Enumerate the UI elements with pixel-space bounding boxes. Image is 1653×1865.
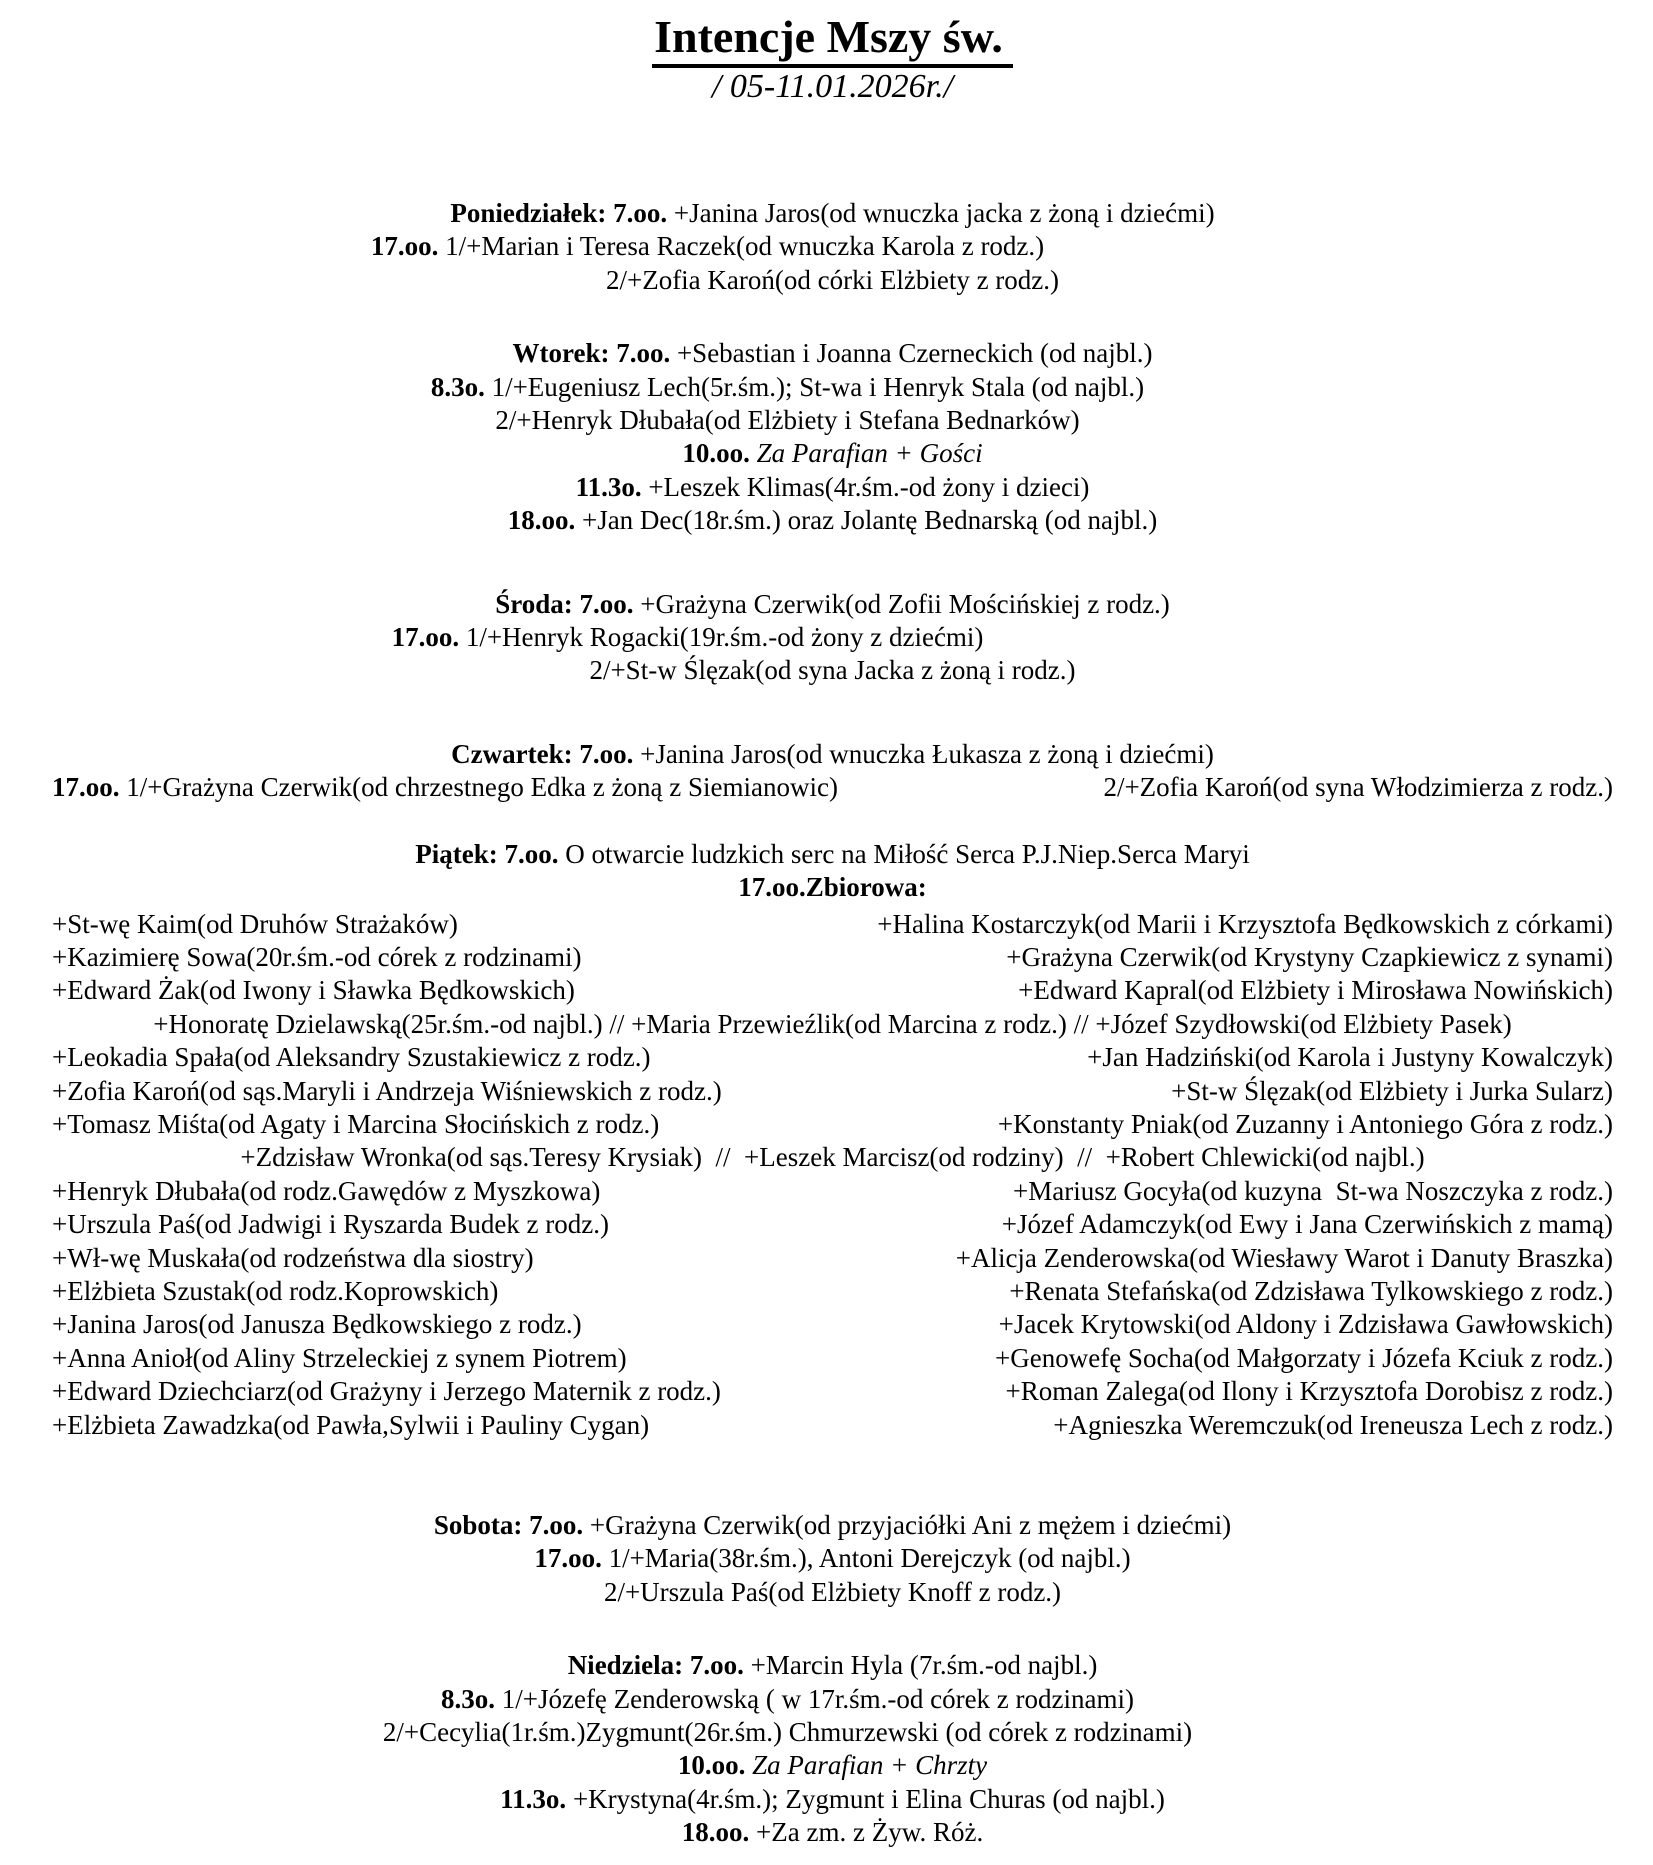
mass-intention: +Sebastian i Joanna Czerneckich (od najbl.) [670, 338, 1153, 369]
intention-right: +Grażyna Czerwik(od Krystyny Czapkiewicz z synami) [1006, 941, 1613, 972]
collective-row [52, 1375, 1613, 1408]
day-and-time-label: Poniedziałek: 7.oo. [450, 198, 668, 228]
intention-full: +Honoratę Dzielawską(25r.śm.-od najbl.) // +Maria Przewieźlik(od Marcina z rodz.) // +Józef Szydłowski(od Elżbiety Pasek) [153, 1008, 1512, 1039]
mass-time: 17.oo. [534, 1543, 602, 1574]
mass-line [52, 1649, 1613, 1682]
mass-intention: +Krystyna(4r.śm.); Zygmunt i Elina Churas (od najbl.) [566, 1783, 1165, 1814]
mass-intention: 2/+Urszula Paś(od Elżbiety Knoff z rodz.) [603, 1576, 1062, 1607]
mass-line-split [52, 771, 1613, 804]
mass-intention: 2/+Henryk Dłubała(od Elżbiety i Stefana Bednarków) [495, 405, 1080, 436]
mass-line [52, 1783, 1613, 1816]
mass-line [52, 197, 1613, 230]
mass-line [52, 437, 1613, 470]
mass-intention: 1/+Marian i Teresa Raczek(od wnuczka Karola z rodz.) [438, 231, 1045, 262]
collective-row [52, 1008, 1613, 1041]
intention-left: +Kazimierę Sowa(20r.śm.-od córek z rodzinami) [52, 941, 582, 972]
mass-intention: +Jan Dec(18r.śm.) oraz Jolantę Bednarską (od najbl.) [575, 505, 1158, 536]
mass-line [52, 838, 1613, 871]
mass-line [52, 471, 1613, 504]
intention-left: +Anna Anioł(od Aliny Strzeleckiej z synem Piotrem) [52, 1342, 627, 1373]
mass-time: 8.3o. [440, 1683, 495, 1714]
page-title-text: Intencje Mszy św. [652, 11, 1013, 68]
intention-right: +St-w Ślęzak(od Elżbiety i Jurka Sularz) [1171, 1075, 1613, 1106]
mass-intention: +Janina Jaros(od wnuczka jacka z żoną i dziećmi) [667, 198, 1215, 228]
mass-time: 11.3o. [500, 1783, 567, 1814]
mass-intention: +Leszek Klimas(4r.śm.-od żony i dzieci) [641, 471, 1090, 502]
mass-line [52, 504, 1613, 537]
mass-intention: 1/+Maria(38r.śm.), Antoni Derejczyk (od najbl.) [601, 1543, 1131, 1574]
intention-left: +Elżbieta Zawadzka(od Pawła,Sylwii i Pauliny Cygan) [52, 1409, 650, 1440]
mass-time: 18.oo. [681, 1817, 750, 1848]
mass-intention-right: 2/+Zofia Karoń(od syna Włodzimierza z rodz.) [1103, 772, 1613, 803]
day-and-time-label: Niedziela: 7.oo. [567, 1650, 744, 1681]
intention-right: +Alicja Zenderowska(od Wiesławy Warot i Danuty Braszka) [955, 1242, 1613, 1273]
collective-row [52, 1275, 1613, 1308]
collective-row [52, 1342, 1613, 1375]
mass-time: 10.oo. [682, 438, 750, 469]
mass-line [0, 621, 1468, 654]
mass-time: 10.oo. [677, 1750, 746, 1781]
day-and-time-label: Sobota: 7.oo. [433, 1510, 584, 1540]
mass-time: 17.oo. [52, 772, 120, 803]
mass-line [52, 1816, 1613, 1849]
day-and-time-label: Piątek: 7.oo. [415, 838, 559, 869]
day-block-piatek [52, 838, 1613, 1442]
intention-right: +Renata Stefańska(od Zdzisława Tylkowskiego z rodz.) [1009, 1275, 1613, 1306]
mass-intention: 1/+Henryk Rogacki(19r.śm.-od żony z dziećmi) [459, 622, 984, 653]
mass-intention: +Marcin Hyla (7r.śm.-od najbl.) [743, 1650, 1098, 1681]
collective-row [52, 1208, 1613, 1241]
mass-line [7, 371, 1568, 404]
collective-row [52, 1409, 1613, 1442]
intention-left: +Leokadia Spała(od Aleksandry Szustakiewicz z rodz.) [52, 1042, 651, 1073]
collective-header [52, 871, 1613, 904]
mass-intention: +Za zm. z Żyw. Róż. [749, 1817, 984, 1848]
intention-right: +Józef Adamczyk(od Ewy i Jana Czerwińskich z mamą) [1001, 1209, 1613, 1240]
intention-left: +St-wę Kaim(od Druhów Strażaków) [52, 908, 458, 939]
mass-time: 8.3o. [430, 371, 485, 402]
day-block-sroda [52, 588, 1613, 688]
intention-left: +Wł-wę Muskała(od rodzeństwa dla siostry) [52, 1242, 534, 1273]
mass-intention: O otwarcie ludzkich serc na Miłość Serca P.J.Niep.Serca Maryi [558, 838, 1250, 869]
date-range: / 05-11.01.2026r./ [711, 68, 954, 105]
mass-time: 17.oo. [391, 622, 460, 653]
intention-left: +Janina Jaros(od Janusza Będkowskiego z rodz.) [52, 1309, 582, 1340]
intention-left: +Elżbieta Szustak(od rodz.Koprowskich) [52, 1275, 499, 1306]
mass-line [7, 1716, 1568, 1749]
collective-row [52, 1141, 1613, 1174]
collective-intentions-list [52, 908, 1613, 1443]
mass-intention: +Janina Jaros(od wnuczka Łukasza z żoną i dziećmi) [633, 738, 1214, 769]
day-block-poniedzialek [52, 197, 1613, 297]
mass-intention-parish: Za Parafian + Gości [749, 438, 983, 469]
day-and-time-label: Środa: 7.oo. [495, 588, 634, 619]
mass-intention: 2/+Cecylia(1r.śm.)Zygmunt(26r.śm.) Chmurzewski (od córek z rodzinami) [382, 1717, 1193, 1748]
mass-line [52, 1542, 1613, 1575]
collective-row [52, 1175, 1613, 1208]
mass-line [0, 230, 1488, 263]
mass-line [52, 1509, 1613, 1542]
collective-row [52, 908, 1613, 941]
mass-time: 18.oo. [507, 505, 576, 536]
mass-intention-left [52, 771, 838, 804]
collective-header-label: 17.oo.Zbiorowa: [738, 872, 927, 903]
mass-intention: 1/+Józefę Zenderowską ( w 17r.śm.-od córek z rodzinami) [494, 1683, 1134, 1714]
mass-line [52, 1749, 1613, 1782]
intention-right: +Roman Zalega(od Ilony i Krzysztofa Dorobisz z rodz.) [1005, 1376, 1613, 1407]
collective-row [52, 1242, 1613, 1275]
mass-intention: 1/+Eugeniusz Lech(5r.śm.); St-wa i Henryk Stala (od najbl.) [484, 371, 1145, 402]
mass-line [52, 1576, 1613, 1609]
collective-row [52, 1108, 1613, 1141]
collective-row [52, 974, 1613, 1007]
mass-line [52, 588, 1613, 621]
day-block-sobota [52, 1509, 1613, 1609]
intention-right: +Halina Kostarczyk(od Marii i Krzysztofa Będkowskich z córkami) [877, 908, 1613, 939]
intention-right: +Agnieszka Weremczuk(od Ireneusza Lech z rodz.) [1053, 1409, 1613, 1440]
intention-right: +Jan Hadziński(od Karola i Justyny Kowalczyk) [1087, 1042, 1613, 1073]
intention-right: +Edward Kapral(od Elżbiety i Mirosława Nowińskich) [1018, 975, 1613, 1006]
mass-line [52, 654, 1613, 687]
intention-right: +Mariusz Gocyła(od kuzyna St-wa Noszczyka z rodz.) [1012, 1175, 1613, 1206]
intention-left: +Zofia Karoń(od sąs.Maryli i Andrzeja Wiśniewskich z rodz.) [52, 1075, 722, 1106]
day-block-niedziela [52, 1649, 1613, 1849]
intention-full: +Zdzisław Wronka(od sąs.Teresy Krysiak) // +Leszek Marcisz(od rodziny) // +Robert Chlewicki(od najbl.) [240, 1142, 1425, 1173]
mass-intention: 1/+Grażyna Czerwik(od chrzestnego Edka z żoną z Siemianowic) [119, 772, 838, 803]
mass-intention: +Grażyna Czerwik(od przyjaciółki Ani z mężem i dziećmi) [583, 1510, 1232, 1540]
mass-line [52, 264, 1613, 297]
collective-row [52, 1041, 1613, 1074]
intention-left: +Urszula Paś(od Jadwigi i Ryszarda Budek z rodz.) [52, 1209, 610, 1240]
day-block-wtorek [52, 337, 1613, 537]
intention-right: +Jacek Krytowski(od Aldony i Zdzisława Gawłowskich) [998, 1309, 1613, 1340]
day-and-time-label: Czwartek: 7.oo. [451, 738, 634, 769]
mass-line [52, 738, 1613, 771]
day-block-czwartek [52, 738, 1613, 805]
day-and-time-label: Wtorek: 7.oo. [512, 338, 671, 369]
mass-intention: +Grażyna Czerwik(od Zofii Mościńskiej z rodz.) [633, 588, 1170, 619]
intention-left: +Henryk Dłubała(od rodz.Gawędów z Myszkowa) [52, 1175, 601, 1206]
mass-time: 11.3o. [575, 471, 642, 502]
mass-intention-parish: Za Parafian + Chrzty [745, 1750, 988, 1781]
intention-left: +Tomasz Miśta(od Agaty i Marcina Słocińskich z rodz.) [52, 1108, 660, 1139]
mass-intention: 2/+St-w Ślęzak(od syna Jacka z żoną i rodz.) [589, 655, 1076, 686]
intention-left: +Edward Żak(od Iwony i Sławka Będkowskich) [52, 975, 575, 1006]
page-title [52, 8, 1613, 65]
intention-right: +Konstanty Pniak(od Zuzanny i Antoniego Góra z rodz.) [997, 1108, 1613, 1139]
mass-line [7, 404, 1568, 437]
mass-line [7, 1683, 1568, 1716]
collective-row [52, 941, 1613, 974]
intention-left: +Edward Dziechciarz(od Grażyny i Jerzego Maternik z rodz.) [52, 1376, 721, 1407]
mass-time: 17.oo. [370, 231, 439, 262]
mass-intention: 2/+Zofia Karoń(od córki Elżbiety z rodz.) [605, 264, 1060, 295]
intention-right: +Genowefę Socha(od Małgorzaty i Józefa Kciuk z rodz.) [995, 1342, 1613, 1373]
collective-row [52, 1308, 1613, 1341]
collective-row [52, 1075, 1613, 1108]
mass-line [52, 337, 1613, 370]
